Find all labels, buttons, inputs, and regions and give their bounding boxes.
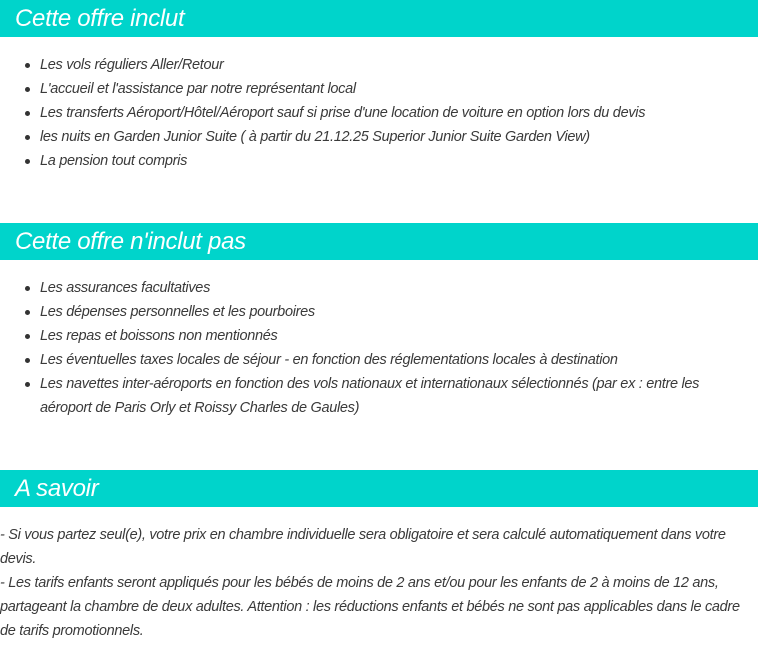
section-title: A savoir xyxy=(15,474,99,502)
section-header-not-included xyxy=(0,223,758,260)
list-item: Les éventuelles taxes locales de séjour - en fonction des réglementations locales à destination xyxy=(40,348,728,372)
section-good-to-know xyxy=(0,470,758,643)
info-paragraph: - Si vous partez seul(e), votre prix en chambre individuelle sera obligatoire et sera calculé automatiquement dans votre devis. xyxy=(0,527,726,567)
good-to-know-text xyxy=(0,507,758,643)
list-item: Les assurances facultatives xyxy=(40,276,728,300)
section-header-included xyxy=(0,0,758,37)
section-header-good-to-know xyxy=(0,470,758,507)
section-not-included xyxy=(0,223,758,470)
list-item: Les transferts Aéroport/Hôtel/Aéroport sauf si prise d'une location de voiture en option lors du devis xyxy=(40,101,758,125)
list-item: Les vols réguliers Aller/Retour xyxy=(40,53,758,77)
list-item: Les repas et boissons non mentionnés xyxy=(40,324,728,348)
info-paragraph: - Les tarifs enfants seront appliqués pour les bébés de moins de 2 ans et/ou pour les enfants de 2 à moins de 12 ans, partageant la chambre de deux adultes. Attention : les réductions enfants et bébés ne sont pas applicables dans le cadre de tarifs promotionnels. xyxy=(0,575,740,639)
section-title: Cette offre inclut xyxy=(15,4,185,32)
list-item: Les navettes inter-aéroports en fonction des vols nationaux et internationaux sélectionnés (par ex : entre les aéroport de Paris Orly et Roissy Charles de Gaules) xyxy=(40,372,728,420)
section-included xyxy=(0,0,758,223)
section-title: Cette offre n'inclut pas xyxy=(15,227,246,255)
list-item: les nuits en Garden Junior Suite ( à partir du 21.12.25 Superior Junior Suite Garden View) xyxy=(40,125,758,149)
not-included-list xyxy=(0,260,758,420)
list-item: L'accueil et l'assistance par notre représentant local xyxy=(40,77,758,101)
included-list xyxy=(0,37,758,173)
list-item: La pension tout compris xyxy=(40,149,758,173)
list-item: Les dépenses personnelles et les pourboires xyxy=(40,300,728,324)
